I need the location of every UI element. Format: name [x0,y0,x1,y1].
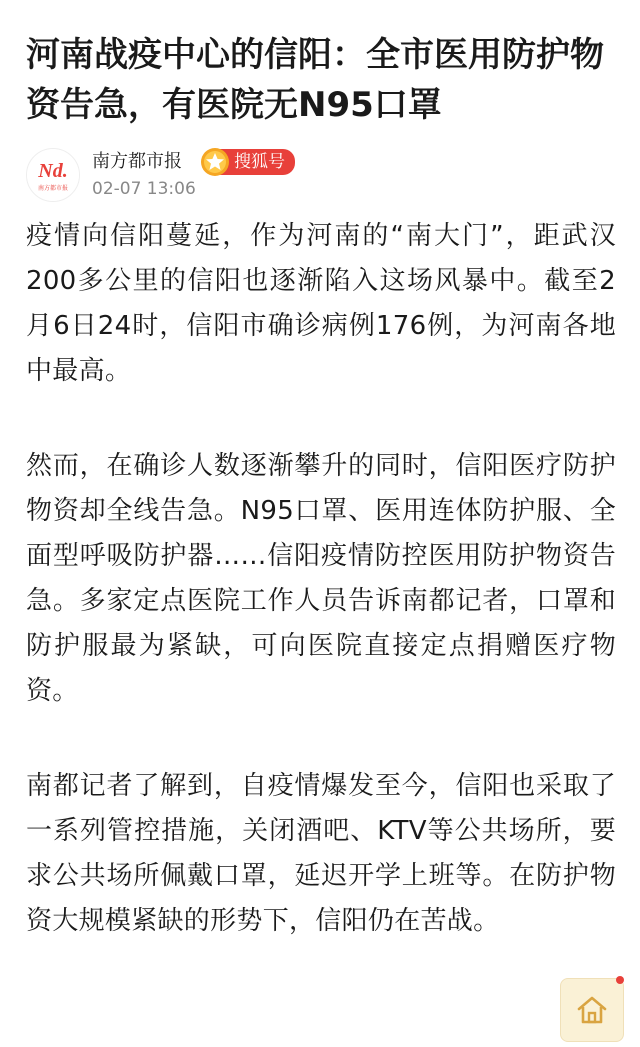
source-name[interactable]: 南方都市报 [92,151,182,172]
red-dot-icon [616,976,624,984]
source-avatar[interactable] [26,148,80,202]
article-body [26,214,616,944]
avatar-subtext: 南方都市报 [37,185,69,192]
avatar-logo-text: Nd. [38,160,68,182]
nandu-logo-icon [27,149,79,201]
platform-badge-label: 搜狐号 [220,149,295,175]
home-icon [574,992,610,1028]
publish-date: 02-07 13:06 [92,179,196,199]
paragraph-2: 然而，在确诊人数逐渐攀升的同时，信阳医疗防护物资却全线告急。N95口罩、医用连体防护服、全面型呼吸防护器……信阳疫情防控医用防护物资告急。多家定点医院工作人员告诉南都记者，口罩和防护服最为紧缺，可向医院直接定点捐赠医疗物资。 [26,451,616,706]
platform-badge[interactable] [200,148,295,176]
author-bar[interactable] [26,146,616,206]
paragraph-1: 疫情向信阳蔓延，作为河南的“南大门”，距武汉200多公里的信阳也逐渐陷入这场风暴中。截至2月6日24时，信阳市确诊病例176例，为河南各地中最高。 [26,221,616,386]
home-button[interactable] [560,978,624,1042]
star-badge-icon [200,147,230,177]
article-title: 河南战疫中心的信阳：全市医用防护物资告急，有医院无N95口罩 [26,35,604,125]
paragraph-3: 南都记者了解到，自疫情爆发至今，信阳也采取了一系列管控措施，关闭酒吧、KTV等公共场所，要求公共场所佩戴口罩，延迟开学上班等。在防护物资大规模紧缺的形势下，信阳仍在苦战。 [26,771,616,936]
